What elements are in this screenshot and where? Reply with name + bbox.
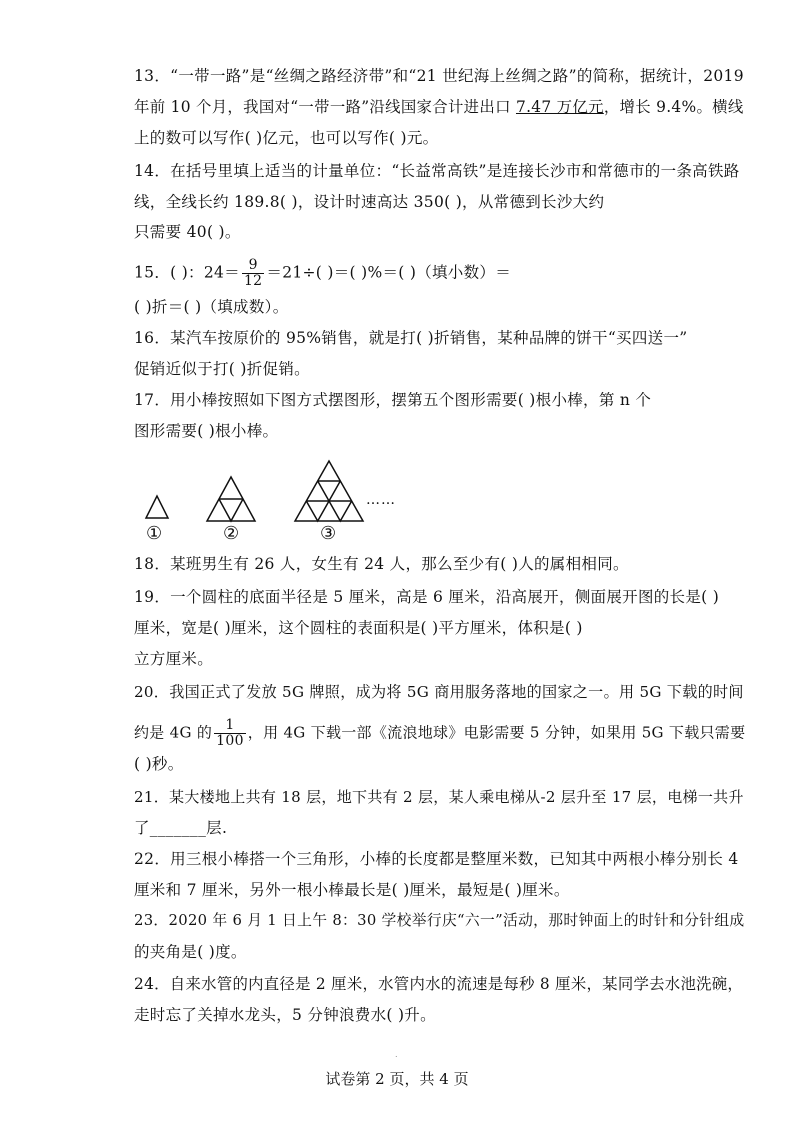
q23-line1: 23．2020 年 6 月 1 日上午 8：30 学校举行庆“六一”活动，那时钟面上的时针和分针组成 xyxy=(134,912,745,929)
q20-line3: ( )秒。 xyxy=(134,755,184,773)
q20-line1: 20．我国正式了发放 5G 牌照，成为将 5G 商用服务落地的国家之一。用 5G 下载的时间 xyxy=(134,683,744,701)
q14-line2: 线，全线长约 189.8( )，设计时速高达 350( )，从常德到长沙大约 xyxy=(134,193,605,211)
q13-line2: 年前 10 个月，我国对“一带一路”沿线国家合计进出口 7.47 万亿元，增长 9.4%。横线 xyxy=(134,98,744,116)
q19-line1: 19．一个圆柱的底面半径是 5 厘米，高是 6 厘米，沿高展开，侧面展开图的长是( ) xyxy=(134,588,720,606)
q22-line2: 厘米和 7 厘米，另外一根小棒最长是( )厘米，最短是( )厘米。 xyxy=(134,881,570,899)
page-footer: 试卷第 2 页，共 4 页 xyxy=(325,1070,469,1088)
figure-ellipsis: …… xyxy=(366,492,396,508)
q13-line3: 上的数可以写作( )亿元，也可以写作( )元。 xyxy=(134,129,439,147)
q18-line1: 18．某班男生有 26 人，女生有 24 人，那么至少有( )人的属相相同。 xyxy=(134,555,629,573)
q24-line2: 走时忘了关掉水龙头，5 分钟浪费水( )升。 xyxy=(134,1006,436,1024)
q17-line2: 图形需要( )根小棒。 xyxy=(134,422,279,440)
fraction-9-12: $\frac{9}{12}$ xyxy=(243,257,263,289)
q24-line1: 24．自来水管的内直径是 2 厘米，水管内水的流速是每秒 8 厘米，某同学去水池洗碗， xyxy=(134,975,744,993)
q19-line2: 厘米，宽是( )厘米，这个圆柱的表面积是( )平方厘米，体积是( ) xyxy=(134,619,583,637)
q21-line2: 了_______层. xyxy=(134,819,228,837)
q14-line1: 14．在括号里填上适当的计量单位：“长益常高铁”是连接长沙市和常德市的一条高铁路 xyxy=(134,162,740,180)
q13-line1: 13．“一带一路”是“丝绸之路经济带”和“21 世纪海上丝绸之路”的简称，据统计，2019 xyxy=(134,67,744,85)
q14-line3: 只需要 40( )。 xyxy=(134,223,241,241)
figure-label-2: ② xyxy=(223,523,240,544)
q22-line1: 22．用三根小棒搭一个三角形，小棒的长度都是整厘米数，已知其中两根小棒分别长 4 xyxy=(134,850,739,868)
q16-line2: 促销近似于打( )折促销。 xyxy=(134,360,310,378)
q23-line2: 的夹角是( )度。 xyxy=(134,943,247,961)
triangle-figure-2 xyxy=(205,475,257,523)
underlined-value: 7.47 万亿元 xyxy=(515,98,604,116)
q15-line2: ( )折＝( )（填成数）。 xyxy=(134,298,289,316)
figure-label-3: ③ xyxy=(320,523,337,544)
center-mark: . xyxy=(395,1050,398,1059)
triangle-figure-1 xyxy=(144,494,170,520)
triangle-figure-3 xyxy=(293,459,365,523)
fraction-1-100: $\frac{1}{100}$ xyxy=(216,717,244,749)
q15-line1: 15．( )：24＝ $\frac{9}{12}$ ＝21÷( )＝( )%＝( )（填小数）＝ xyxy=(134,257,511,289)
q21-line1: 21．某大楼地上共有 18 层，地下共有 2 层，某人乘电梯从-2 层升至 17 层，电梯一共升 xyxy=(134,788,744,806)
q19-line3: 立方厘米。 xyxy=(134,650,214,668)
q17-line1: 17．用小棒按照如下图方式摆图形，摆第五个图形需要( )根小棒，第 n 个 xyxy=(134,391,652,409)
q16-line1: 16．某汽车按原价的 95%销售，就是打( )折销售，某种品牌的饼干“买四送一” xyxy=(134,329,688,347)
q20-line2: 约是 4G 的 $\frac{1}{100}$ ，用 4G 下载一部《流浪地球》电影需要 5 分钟，如果用 5G 下载只需要 xyxy=(134,717,746,749)
figure-label-1: ① xyxy=(146,523,163,544)
